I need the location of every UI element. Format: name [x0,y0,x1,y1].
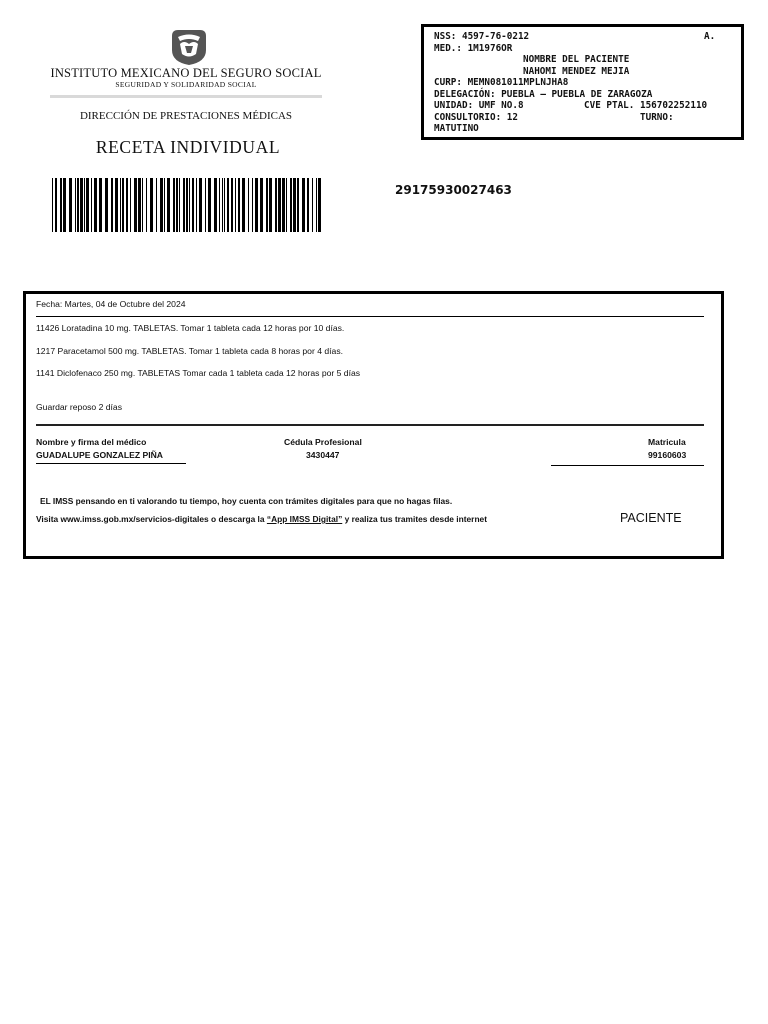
matricula-value: 99160603 [648,450,687,460]
barcode-bar [173,178,175,232]
barcode-bar [222,178,223,232]
barcode-bar [227,178,229,232]
barcode-bar [115,178,118,232]
prescription-note: Guardar reposo 2 días [36,402,122,412]
logo-divider [50,95,322,98]
barcode-bar [282,178,285,232]
medication-item: 1217 Paracetamol 500 mg. TABLETAS. Tomar 1 tableta cada 8 horas por 4 días. [36,346,344,356]
barcode-bar [224,178,225,232]
barcode-bar [199,178,202,232]
medication-item: 11426 Loratadina 10 mg. TABLETAS. Tomar 1 tableta cada 12 horas por 10 días. [36,323,345,333]
barcode-bar [91,178,92,232]
consultorio-line: CONSULTORIO: 12 [434,111,518,123]
barcode-bar [275,178,277,232]
cedula-label: Cédula Profesional [284,437,362,447]
barcode-bar [260,178,263,232]
barcode-bar [142,178,143,232]
barcode-bar [167,178,170,232]
footer-visit-suffix: y realiza tus tramites desde internet [344,514,488,524]
barcode-bar [255,178,258,232]
patient-name: NAHOMI MENDEZ MEJIA [523,65,630,77]
barcode-bar [318,178,321,232]
turno-label: TURNO: [640,111,674,123]
curp-line: CURP: MEMN081011MPLNJHA8 [434,77,569,88]
barcode-bar [80,178,83,232]
page-title: RECETA INDIVIDUAL [95,137,281,157]
barcode-bar [164,178,165,232]
barcode-bar [69,178,72,232]
barcode-bar [238,178,240,232]
barcode-bar [60,178,62,232]
divider [36,316,704,317]
barcode-bar [122,178,124,232]
prescription-date: Fecha: Martes, 04 de Octubre del 2024 [36,299,186,309]
barcode-bar [192,178,194,232]
barcode-bar [219,178,220,232]
barcode [52,178,324,232]
barcode-bar [160,178,163,232]
barcode-bar [120,178,121,232]
barcode-bar [84,178,85,232]
barcode-bar [196,178,197,232]
patient-info-box [421,24,744,140]
barcode-bar [183,178,185,232]
turno-value: MATUTINO [434,123,479,134]
barcode-bar [186,178,188,232]
barcode-bar [134,178,137,232]
barcode-bar [248,178,249,232]
doctor-name: GUADALUPE GONZALEZ PIÑA [36,450,163,460]
barcode-bar [105,178,108,232]
med-line: MED.: 1M1976OR [434,42,513,54]
barcode-bar [86,178,89,232]
barcode-bar [208,178,211,232]
barcode-bar [278,178,281,232]
patient-name-label: NOMBRE DEL PACIENTE [523,54,630,65]
cve-line: CVE PTAL. 156702252110 [584,100,708,111]
barcode-bar [231,178,233,232]
barcode-bar [52,178,53,232]
barcode-bar [75,178,76,232]
barcode-number: 29175930027463 [395,183,512,197]
signature-line [36,463,186,464]
footer-visit-line [36,514,487,524]
prescription-box [23,291,724,559]
barcode-bar [235,178,236,232]
barcode-bar [189,178,190,232]
footer-message: EL IMSS pensando en ti valorando tu tiempo, hoy cuenta con trámites digitales para que no hagas filas. [40,496,453,506]
barcode-bar [290,178,292,232]
barcode-bar [126,178,128,232]
barcode-bar [297,178,299,232]
barcode-bar [130,178,131,232]
nss-suffix: A. [704,31,716,42]
app-imss-digital-link[interactable]: “App IMSS Digital” [266,514,343,524]
barcode-bar [252,178,253,232]
institution-name: INSTITUTO MEXICANO DEL SEGURO SOCIAL [50,66,322,80]
direccion-heading: DIRECCIÓN DE PRESTACIONES MÉDICAS [79,110,293,122]
barcode-bar [156,178,157,232]
barcode-bar [286,178,287,232]
footer-visit-prefix: Visita www.imss.gob.mx/servicios-digitales o descarga la [36,514,265,524]
institution-motto: SEGURIDAD Y SOLIDARIDAD SOCIAL [115,80,257,89]
divider [36,424,704,426]
barcode-bar [138,178,141,232]
medication-item: 1141 Diclofenaco 250 mg. TABLETAS Tomar cada 1 tableta cada 12 horas por 5 días [36,368,361,378]
barcode-bar [214,178,217,232]
doctor-name-label: Nombre y firma del médico [36,437,147,447]
unidad-line: UNIDAD: UMF NO.8 [434,100,524,111]
divider [551,465,704,466]
barcode-bar [266,178,268,232]
barcode-bar [269,178,272,232]
barcode-bar [307,178,309,232]
barcode-bar [77,178,79,232]
barcode-bar [111,178,113,232]
barcode-bar [146,178,147,232]
barcode-bar [94,178,97,232]
nss-line: NSS: 4597-76-0212 [434,31,530,42]
barcode-bar [55,178,57,232]
barcode-bar [242,178,245,232]
imss-eagle-logo-icon [168,28,210,66]
barcode-bar [99,178,102,232]
copy-label: PACIENTE [620,511,682,525]
barcode-bar [312,178,313,232]
barcode-bar [293,178,296,232]
delegacion-line: DELEGACIÓN: PUEBLA – PUEBLA DE ZARAGOZA [434,88,653,100]
barcode-bar [316,178,317,232]
barcode-bar [63,178,66,232]
barcode-bar [150,178,153,232]
matricula-label: Matricula [648,437,686,447]
barcode-bar [302,178,305,232]
barcode-bar [179,178,180,232]
barcode-bar [176,178,178,232]
barcode-bar [205,178,206,232]
cedula-value: 3430447 [306,450,340,460]
